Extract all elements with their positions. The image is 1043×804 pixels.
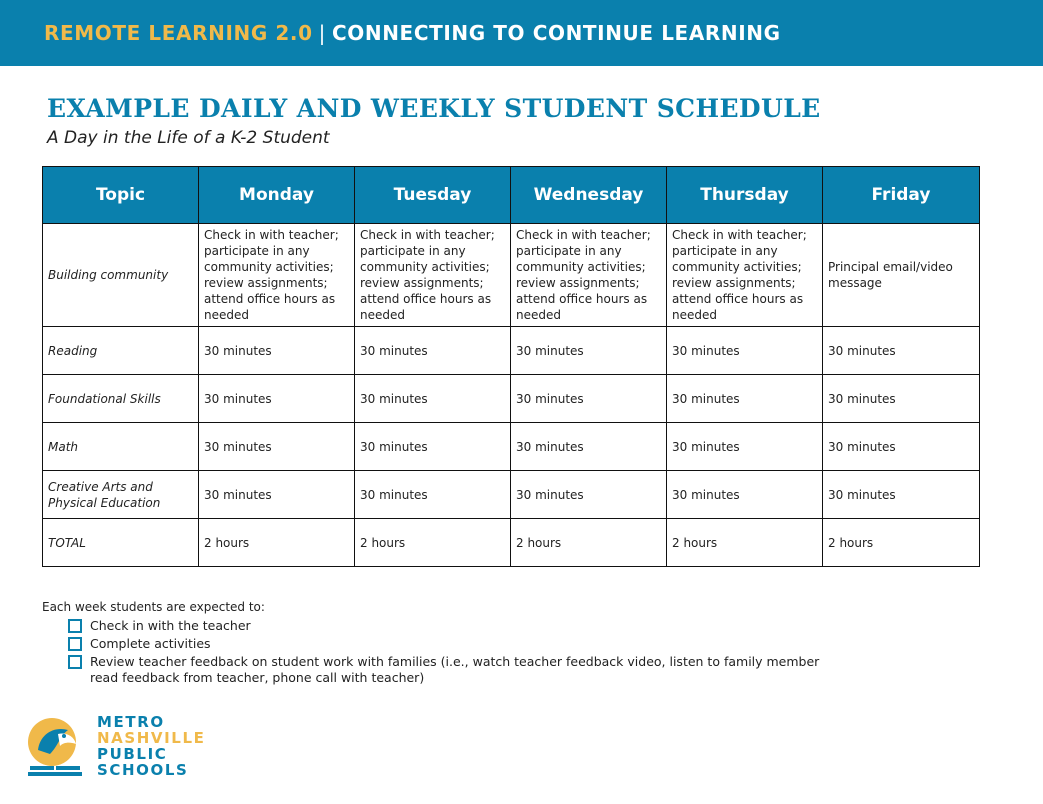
banner-separator: | (318, 21, 326, 45)
checkbox-icon[interactable] (68, 637, 82, 651)
checkbox-icon[interactable] (68, 655, 82, 669)
logo-line: METRO (97, 713, 165, 731)
table-cell: Principal email/video message (823, 224, 980, 327)
list-item-text: Check in with the teacher (90, 618, 251, 633)
table-cell: 30 minutes (511, 423, 667, 471)
expectations-intro: Each week students are expected to: (42, 600, 265, 614)
header-banner (0, 0, 1043, 66)
table-cell: 30 minutes (199, 327, 355, 375)
logo-line: SCHOOLS (97, 761, 189, 779)
table-cell: 2 hours (667, 519, 823, 567)
table-cell: Check in with teacher; participate in any community activities; review assignments; attend office hours as needed (511, 224, 667, 327)
table-cell: 30 minutes (355, 375, 511, 423)
table-row (43, 375, 980, 423)
program-name: REMOTE LEARNING 2.0 (44, 21, 313, 45)
list-item-text: Review teacher feedback on student work with families (i.e., watch teacher feedback video, listen to family member read feedback from teacher, phone call with teacher) (90, 654, 820, 685)
table-cell: 2 hours (355, 519, 511, 567)
header-cell: Tuesday (355, 167, 511, 224)
logo-text (97, 714, 205, 778)
topic-cell: Building community (43, 224, 199, 327)
table-cell: Check in with teacher; participate in any community activities; review assignments; attend office hours as needed (355, 224, 511, 327)
table-cell: 30 minutes (667, 375, 823, 423)
table-cell: 30 minutes (355, 471, 511, 519)
table-row-total (43, 519, 980, 567)
topic-cell: TOTAL (43, 519, 199, 567)
list-item (68, 636, 828, 652)
table-cell: 30 minutes (511, 327, 667, 375)
table-cell: 2 hours (199, 519, 355, 567)
header-cell: Topic (43, 167, 199, 224)
list-item (68, 618, 828, 634)
table-cell: 30 minutes (355, 423, 511, 471)
mnps-logo (24, 712, 204, 782)
table-row (43, 224, 980, 327)
table-cell: 30 minutes (511, 471, 667, 519)
banner-tagline: CONNECTING TO CONTINUE LEARNING (332, 21, 781, 45)
topic-cell: Reading (43, 327, 199, 375)
bird-book-logo-icon (24, 716, 88, 782)
table-cell: 30 minutes (667, 327, 823, 375)
table-cell: 30 minutes (823, 375, 980, 423)
logo-line: NASHVILLE (97, 729, 206, 747)
table-cell: 30 minutes (511, 375, 667, 423)
table-row (43, 471, 980, 519)
table-header-row (43, 167, 980, 224)
header-cell: Wednesday (511, 167, 667, 224)
table-cell: 30 minutes (199, 375, 355, 423)
table-cell: 30 minutes (199, 423, 355, 471)
logo-line: PUBLIC (97, 745, 168, 763)
table-cell: 30 minutes (667, 423, 823, 471)
table-cell: 30 minutes (355, 327, 511, 375)
table-cell: Check in with teacher; participate in any community activities; review assignments; attend office hours as needed (667, 224, 823, 327)
header-cell: Friday (823, 167, 980, 224)
table-row (43, 423, 980, 471)
table-cell: 2 hours (823, 519, 980, 567)
table-row (43, 327, 980, 375)
checkbox-icon[interactable] (68, 619, 82, 633)
topic-cell: Foundational Skills (43, 375, 199, 423)
list-item-text: Complete activities (90, 636, 211, 651)
table-cell: 2 hours (511, 519, 667, 567)
page-subtitle: A Day in the Life of a K-2 Student (47, 128, 330, 148)
header-cell: Monday (199, 167, 355, 224)
page-title: EXAMPLE DAILY AND WEEKLY STUDENT SCHEDULE (47, 94, 821, 123)
header-cell: Thursday (667, 167, 823, 224)
table-cell: Check in with teacher; participate in any community activities; review assignments; attend office hours as needed (199, 224, 355, 327)
topic-cell: Math (43, 423, 199, 471)
topic-cell: Creative Arts and Physical Education (43, 471, 199, 519)
table-cell: 30 minutes (823, 327, 980, 375)
table-cell: 30 minutes (667, 471, 823, 519)
table-cell: 30 minutes (823, 423, 980, 471)
list-item (68, 654, 828, 686)
table-cell: 30 minutes (199, 471, 355, 519)
schedule-table (42, 166, 980, 567)
table-cell: 30 minutes (823, 471, 980, 519)
expectations-list (68, 618, 828, 688)
